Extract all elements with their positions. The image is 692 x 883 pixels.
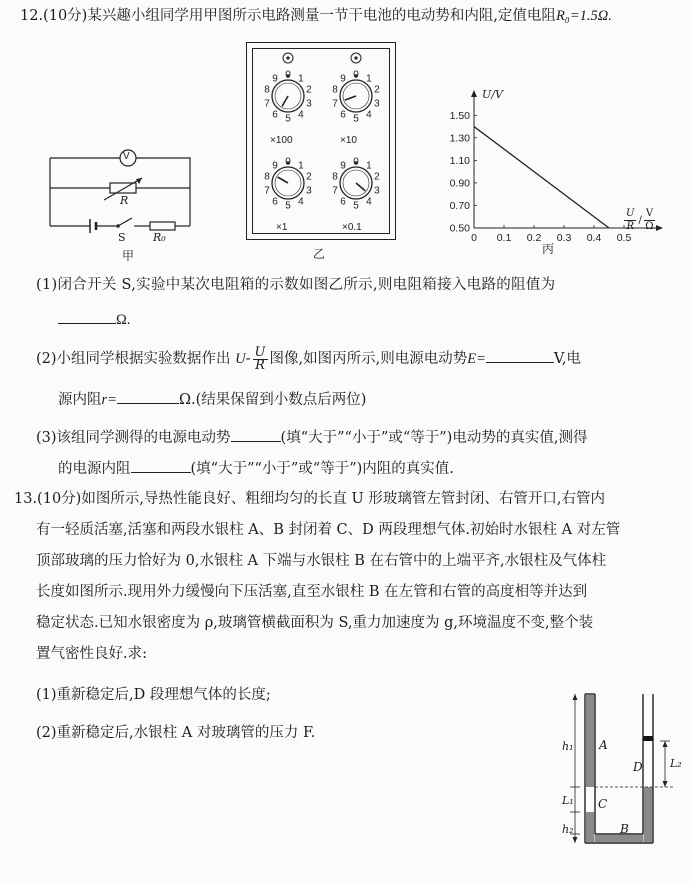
y-tick-label: 1.10 [449,154,470,167]
dial-digit: 6 [272,109,278,121]
y-tick-label: 0.50 [449,222,470,235]
answer-blank-4[interactable] [231,427,281,442]
r0-label: R₀ [153,231,166,244]
q12-part2-text-c: V,电 [553,351,581,367]
x-tick-label: 0.5 [616,232,632,244]
q12-stem-text: 12.(10分)某兴趣小组同学用甲图所示电路测量一节干电池的电动势和内阻,定值电阻 [20,8,556,24]
q13-line-4: 长度如图所示.现用外力缓慢向下压活塞,直至水银柱 B 在左管和右管的高度相等并达到 [36,584,588,600]
q13-line-1: 13.(10分)如图所示,导热性能良好、粗细均匀的长直 U 形玻璃管左管封闭、右管开口,右管内 [14,491,605,507]
x-unit-r: R [626,221,634,232]
dial-digit: 4 [298,196,304,208]
x-tick-label: 0.1 [496,232,512,244]
label-C: C [598,797,608,811]
q13-line-5: 稳定状态.已知水银密度为 ρ,玻璃管横截面积为 S,重力加速度为 g,环境温度不变,整个装 [36,615,594,631]
rheostat-label: R [120,194,129,207]
dial-digit: 8 [264,84,270,96]
q12-part1-unit: Ω. [116,312,131,328]
dial-digit: 6 [340,196,346,208]
dial-digit: 5 [353,113,359,125]
dial-digit: 3 [306,185,312,197]
dial-digit: 3 [374,185,380,197]
e-symbol: E= [467,351,486,367]
dial-digit: 2 [374,84,380,96]
dial-digit: 7 [332,98,338,110]
q12-part2-text-e: Ω.(结果保留到小数点后两位) [178,392,367,408]
answer-blank-5[interactable] [131,458,191,473]
voltmeter-label: V [123,151,130,162]
q12-part3-text-c: 的电源内阻 [58,461,131,477]
r0-value: R₀=1.5Ω. [555,8,612,24]
q13-part1: (1)重新稳定后,D 段理想气体的长度; [36,687,271,703]
u-symbol: U [235,351,246,367]
mult-1: ×1 [276,222,288,233]
q12-part1 [36,275,555,295]
switch-label: S [118,231,126,244]
dial-digit: 7 [264,185,270,197]
dial-digit: 4 [366,109,372,121]
q12-part1-text: (1)闭合开关 S,实验中某次电阻箱的示数如图乙所示,则电阻箱接入电路的阻值为 [36,277,556,293]
label-L2: L₂ [670,757,682,770]
dial-digit: 7 [264,98,270,110]
dial-digit: 1 [298,160,304,172]
q12-part2-text: (2)小组同学根据实验数据作出 [36,351,231,367]
dial-digit: 2 [306,84,312,96]
dial-digit: 5 [285,200,291,212]
data-line [474,127,609,228]
dial-digit: 6 [272,196,278,208]
frac-top: U [254,344,266,360]
dial-digit: 3 [374,98,380,110]
q12-part3-text: (3)该组同学测得的电源电动势 [36,430,231,446]
x-tick-label: 0.3 [556,232,572,244]
q12-part2 [36,346,581,372]
label-A: A [599,738,608,752]
q12-part3-line2 [58,458,454,479]
label-B: B [620,822,629,836]
dial-digit: 2 [374,171,380,183]
q12-part2-line2 [58,389,366,410]
q12-part3 [36,427,587,448]
y-tick-label: 1.50 [449,109,470,122]
x-tick-label: 0 [471,232,477,244]
dial-digit: 1 [366,73,372,85]
dial-digit: 1 [298,73,304,85]
knob-left-center [286,56,289,59]
q12-stem [20,6,612,26]
dial-digit: 8 [264,171,270,183]
x-axis-arrow [656,225,663,231]
dial-digit: 0 [353,156,359,168]
dial-digit: 0 [353,69,359,81]
label-L1: L₁ [562,794,574,807]
x-unit-omega: Ω [645,221,654,232]
dial-digit: 9 [340,73,346,85]
dial-digit: 9 [272,160,278,172]
label-D: D [633,760,643,774]
dial-digit: 8 [332,171,338,183]
mult-100: ×100 [270,135,293,146]
dial-digit: 9 [340,160,346,172]
q12-part3-text-d: (填“大于”“小于”或“等于”)内阻的真实值. [190,461,454,477]
r-symbol: r= [101,392,117,408]
q12-part2-text-b: 图像,如图丙所示,则电源电动势 [269,351,468,367]
mult-10: ×10 [340,135,357,146]
dial-digit: 0 [285,69,291,81]
label-h1: h₁ [562,740,574,753]
dial-digit: 5 [353,200,359,212]
chart-x-unit: $\frac{U}{R}$ / $\frac{V}{\Omega}$ [626,208,654,232]
x-unit-u: U [626,208,635,219]
dial-digit: 9 [272,73,278,85]
y-axis-arrow [471,90,477,97]
q13-line-6: 置气密性良好.求: [36,646,147,662]
answer-blank-1[interactable] [58,309,116,324]
y-tick-label: 0.70 [449,199,470,212]
dial-digit: 0 [285,156,291,168]
q13-line-2: 有一轻质活塞,活塞和两段水银柱 A、B 封闭着 C、D 两段理想气体.初始时水银柱 A 对左管 [36,522,621,538]
y-tick-label: 1.30 [449,132,470,145]
dial-digit: 4 [366,196,372,208]
q13-part2: (2)重新稳定后,水银柱 A 对玻璃管的压力 F. [36,725,316,741]
mult-0-1: ×0.1 [342,222,362,233]
q12-part2-text-d: 源内阻 [58,392,102,408]
q12-part3-text-b: (填“大于”“小于”或“等于”)电动势的真实值,测得 [280,430,588,446]
dial-digit: 7 [332,185,338,197]
dial-digit: 2 [306,171,312,183]
y-tick-label: 0.90 [449,177,470,190]
answer-blank-2[interactable] [486,348,554,363]
x-tick-label: 0.2 [526,232,542,244]
dial-digit: 6 [340,109,346,121]
dial-digit: 3 [306,98,312,110]
label-h2: h₂ [562,823,574,836]
dial-digit: 5 [285,113,291,125]
x-tick-label: 0.4 [586,232,602,244]
x-unit-v: V [645,208,654,219]
fig-bing-caption: 丙 [542,242,555,256]
dial-digit: 1 [366,160,372,172]
fig-yi-caption: 乙 [313,247,326,261]
dash: - [245,351,251,367]
dial-digit: 8 [332,84,338,96]
answer-blank-3[interactable] [117,389,179,404]
chart-y-unit: U/V [482,88,503,101]
q12-part1-answer [58,309,130,330]
q13-line-3: 顶部玻璃的压力恰好为 0,水银柱 A 下端与水银柱 B 在右管中的上端平齐,水银柱及气体柱 [36,553,607,569]
frac-bot: R [255,357,265,373]
fig-jia-caption: 甲 [122,249,135,263]
knob-right-center [354,56,357,59]
dial-digit: 4 [298,109,304,121]
